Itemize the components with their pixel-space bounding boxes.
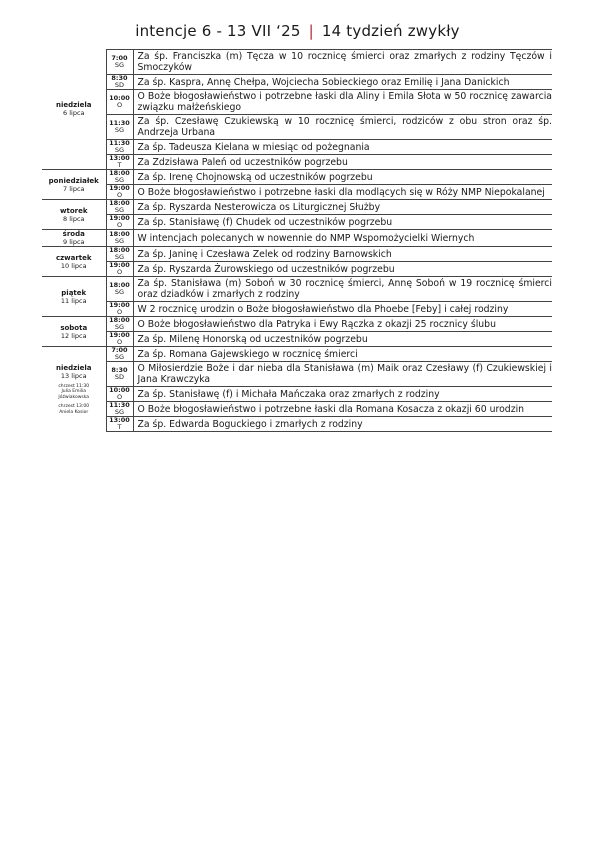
mass-time-cell [106,50,133,75]
day-date: 12 lipca [60,331,87,340]
mass-time-cell [106,170,133,185]
intention-text: Za śp. Kaspra, Annę Chełpa, Wojciecha Sobieckiego oraz Emilię i Jana Danickich [133,75,552,90]
mass-time-cell [106,247,133,262]
mass-time-cell [106,387,133,402]
page-title [0,22,595,40]
day-name: środa [62,230,85,238]
location-code: O [116,308,123,316]
mass-time: 18:00 [109,199,130,207]
mass-time: 19:00 [109,301,130,309]
intention-text: Za śp. Romana Gajewskiego w rocznicę śmierci [133,347,552,362]
location-code: SG [114,146,125,154]
day-cell [42,170,106,200]
mass-time: 18:00 [109,169,130,177]
day-name: niedziela [56,101,92,110]
mass-time-cell [106,417,133,432]
intention-text: O Miłosierdzie Boże i dar nieba dla Stanisława (m) Maik oraz Czesławy (f) Czukiewskiej i Jana Krawczyka [133,362,552,387]
mass-time: 19:00 [109,214,130,222]
intention-text: Za śp. Irenę Chojnowską od uczestników pogrzebu [133,170,552,185]
mass-time-cell [106,230,133,247]
intentions-table-body [42,50,552,432]
location-code: SG [114,408,125,416]
location-code: SG [114,126,125,134]
table-row [42,215,552,230]
day-name: poniedziałek [48,176,99,185]
day-name: piątek [61,288,87,297]
intention-text: Za śp. Czesławę Czukiewską w 10 rocznicę śmierci, rodziców z obu stron oraz śp. Andrzeja Urbana [133,115,552,140]
table-row [42,155,552,170]
intention-text: Za śp. Ryszarda Nesterowicza os Liturgicznej Służby [133,200,552,215]
location-code: SG [114,206,125,214]
day-name: niedziela [56,363,92,372]
table-row [42,115,552,140]
table-row [42,362,552,387]
mass-time: 19:00 [109,261,130,269]
table-row [42,332,552,347]
table-row [42,90,552,115]
day-name: sobota [60,323,88,332]
intention-text: O Boże błogosławieństwo i potrzebne łaski dla Aliny i Emila Słota w 50 rocznicę zawarcia związku małżeńskiego [133,90,552,115]
table-row [42,170,552,185]
intention-text: Za Zdzisława Paleń od uczestników pogrzebu [133,155,552,170]
location-code: O [116,393,123,401]
mass-time: 18:00 [109,246,130,254]
location-code: T [117,423,122,431]
intention-text: Za śp. Stanisława (m) Soboń w 30 rocznicę śmierci, Annę Soboń w 19 rocznicę śmierci oraz dziadków i zmarłych z rodziny [133,277,552,302]
mass-time: 8:30 [111,74,128,82]
day-date: 11 lipca [60,296,87,305]
day-cell [42,317,106,347]
day-date: 7 lipca [63,184,85,193]
location-code: SG [114,61,125,69]
location-code: O [116,338,123,346]
mass-time: 7:00 [111,54,128,62]
mass-time: 10:00 [109,94,130,102]
table-row [42,277,552,302]
intention-text: Za śp. Stanisławę (f) i Michała Mańczaka oraz zmarłych z rodziny [133,387,552,402]
day-date: 13 lipca [60,371,87,380]
mass-time-cell [106,155,133,170]
day-date: 6 lipca [63,109,85,118]
intention-text: O Boże błogosławieństwo dla Patryka i Ewy Rączka z okazji 25 rocznicy ślubu [133,317,552,332]
location-code: SG [114,288,125,296]
mass-time-cell [106,75,133,90]
mass-time: 13:00 [109,416,130,424]
day-name: czwartek [55,253,92,262]
title-separator: | [308,22,314,40]
day-cell [42,200,106,230]
mass-time-cell [106,302,133,317]
mass-time-cell [106,347,133,362]
mass-time-cell [106,140,133,155]
mass-time: 18:00 [109,230,130,238]
table-row [42,247,552,262]
intention-text: Za śp. Ryszarda Żurowskiego od uczestników pogrzebu [133,262,552,277]
baptism-note: chrzest 11:30 [58,383,90,389]
day-cell [42,230,106,247]
table-row [42,347,552,362]
table-row [42,317,552,332]
intention-text: Za śp. Tadeusza Kielana w miesiąc od pożegnania [133,140,552,155]
intention-text: W 2 rocznicę urodzin o Boże błogosławieństwo dla Phoebe [Feby] i całej rodziny [133,302,552,317]
intention-text: Za śp. Milenę Honorską od uczestników pogrzebu [133,332,552,347]
location-code: SG [114,253,125,261]
day-date: 8 lipca [63,214,85,223]
mass-time-cell [106,317,133,332]
day-cell [42,277,106,317]
mass-time: 19:00 [109,184,130,192]
table-row [42,230,552,247]
mass-time-cell [106,362,133,387]
mass-time-cell [106,215,133,230]
day-cell [42,347,106,432]
mass-time-cell [106,90,133,115]
mass-time: 8:30 [111,366,128,374]
table-row [42,140,552,155]
location-code: SG [114,323,125,331]
mass-time-cell [106,277,133,302]
mass-time-cell [106,332,133,347]
intention-text: W intencjach polecanych w nowennie do NMP Wspomożycielki Wiernych [133,230,552,247]
mass-time-cell [106,200,133,215]
table-row [42,200,552,215]
intention-text: O Boże błogosławieństwo i potrzebne łaski dla modlących się w Róży NMP Niepokalanej [133,185,552,200]
mass-time: 18:00 [109,316,130,324]
mass-time: 7:00 [111,346,128,354]
mass-time: 11:30 [109,139,130,147]
day-date: 10 lipca [60,261,87,270]
intention-text: O Boże błogosławieństwo i potrzebne łaski dla Romana Kosacza z okazji 60 urodzin [133,402,552,417]
mass-time-cell [106,115,133,140]
intention-text: Za śp. Franciszka (m) Tęcza w 10 rocznicę śmierci oraz zmarłych z rodziny Tęczów i Smoczyków [133,50,552,75]
intention-text: Za śp. Janinę i Czesława Zelek od rodziny Barnowskich [133,247,552,262]
mass-time-cell [106,402,133,417]
mass-time-cell [106,185,133,200]
day-date: 9 lipca [63,238,85,246]
location-code: O [116,268,123,276]
baptism-note: Julia Emilia [61,389,87,394]
intentions-table [42,49,552,432]
intention-text: Za śp. Edwarda Boguckiego i zmarłych z rodziny [133,417,552,432]
day-cell [42,50,106,170]
title-week: 14 tydzień zwykły [321,22,460,40]
location-code: SG [114,176,125,184]
location-code: SG [114,237,125,245]
table-row [42,387,552,402]
table-row [42,185,552,200]
title-dates: intencje 6 - 13 VII ‘25 [135,22,301,40]
location-code: SG [114,353,125,361]
table-row [42,75,552,90]
table-row [42,402,552,417]
location-code: O [116,101,123,109]
mass-time-cell [106,262,133,277]
location-code: SD [114,373,125,381]
baptism-note: Aniela Kosior [59,409,89,415]
table-row [42,417,552,432]
mass-time: 11:30 [109,401,130,409]
mass-time: 11:30 [109,119,130,127]
table-row [42,262,552,277]
day-name: wtorek [60,206,88,215]
mass-time: 10:00 [109,386,130,394]
table-row [42,50,552,75]
location-code: T [117,161,122,169]
baptism-note: Jóźwiakowska [58,394,90,400]
mass-time: 13:00 [109,154,130,162]
table-row [42,302,552,317]
intention-text: Za śp. Stanisławę (f) Chudek od uczestników pogrzebu [133,215,552,230]
location-code: O [116,191,123,199]
baptism-note: chrzest 13:00 [58,404,90,409]
mass-time: 18:00 [109,281,130,289]
location-code: SD [114,81,125,89]
day-cell [42,247,106,277]
mass-time: 19:00 [109,331,130,339]
location-code: O [116,221,123,229]
